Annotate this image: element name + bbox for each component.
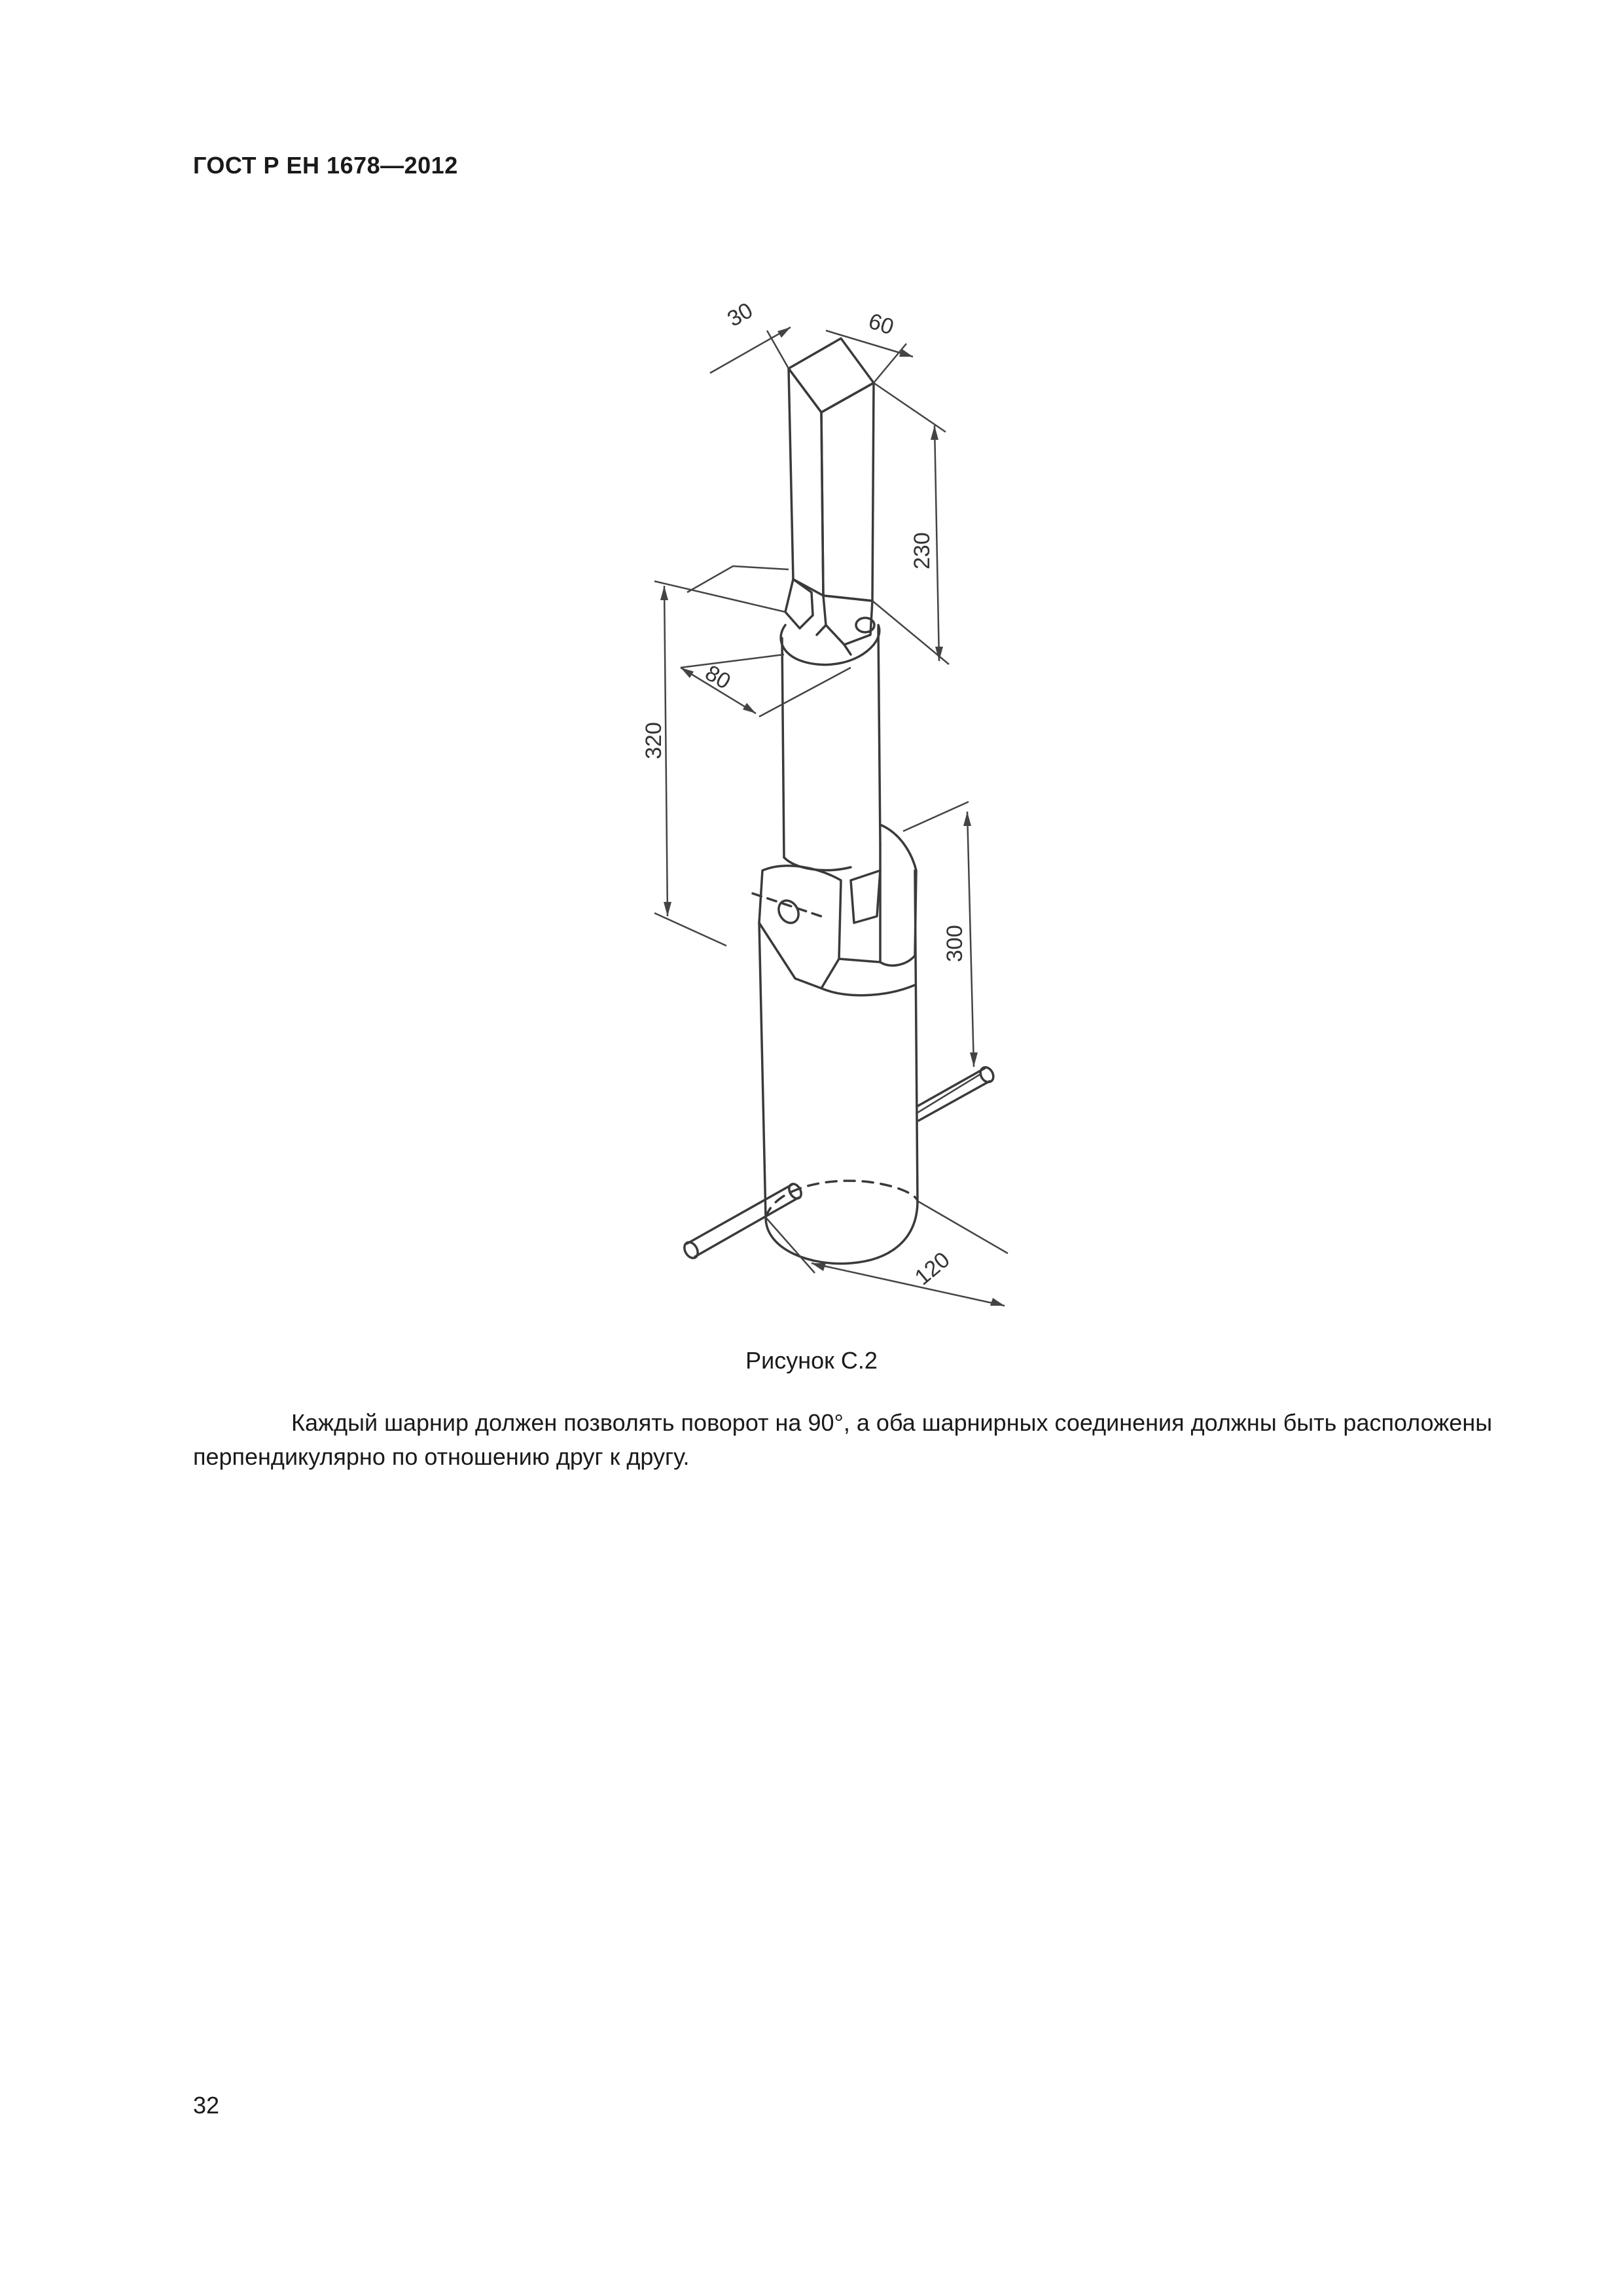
top-bar-front-face	[821, 383, 874, 601]
dim-label-320: 320	[641, 722, 666, 759]
middle-cylinder	[781, 625, 880, 870]
page-number: 32	[193, 2092, 220, 2119]
lower-cylinder-left-edge	[759, 923, 766, 1217]
dim-label-120: 120	[910, 1247, 955, 1291]
dim-80-ext-2	[759, 668, 851, 717]
dim-300-line	[967, 812, 974, 1067]
dim-320-ext-bottom	[654, 913, 726, 946]
dim-300-ext-bottom	[918, 1073, 982, 1113]
body-paragraph-container	[193, 1406, 1522, 1474]
dim-80-arrow-top	[681, 668, 694, 678]
lower-fork-base-curve	[821, 985, 915, 996]
dim-80-ext	[681, 655, 784, 668]
dim-320-arrow-bottom	[664, 902, 671, 916]
top-bar-top-face	[789, 338, 874, 412]
lower-fork-right-lug	[880, 825, 916, 965]
dim-230-line	[935, 425, 939, 661]
dim-320-arrow-top	[660, 586, 668, 600]
dim-80-arrow-bottom	[743, 703, 756, 713]
right-handle-bottom	[919, 1081, 990, 1121]
dim-320-ext-top	[654, 581, 785, 612]
lower-cylinder-right-edge	[915, 870, 918, 1201]
page-header-standard-id: ГОСТ Р ЕН 1678—2012	[193, 152, 458, 179]
lower-fork-pin-axis	[753, 893, 821, 916]
dim-230-ext-top	[874, 383, 946, 432]
dim-label-30: 30	[723, 298, 757, 332]
dim-30-arrow	[777, 327, 791, 338]
dim-120-arrow-left	[812, 1263, 826, 1271]
left-handle-top	[687, 1185, 792, 1244]
right-handle-top	[918, 1068, 985, 1106]
dim-60-line	[826, 331, 913, 357]
dimension-lines	[654, 327, 1008, 1306]
dim-300-arrow-top	[963, 812, 971, 826]
dim-120-ext-left	[766, 1217, 815, 1273]
top-bar-left-face	[789, 368, 823, 596]
left-handle-end	[682, 1240, 701, 1261]
upper-joint-right-lug	[823, 596, 872, 645]
dim-label-300: 300	[942, 925, 967, 962]
figure-caption: Рисунок С.2	[745, 1347, 878, 1374]
dim-120-line	[812, 1263, 1005, 1306]
top-bar	[789, 338, 874, 601]
dim-300-ext-top	[903, 802, 969, 831]
middle-cylinder-left-edge	[782, 638, 784, 857]
dim-320-leader	[687, 566, 789, 592]
lower-cylinder-bottom-front	[766, 1201, 918, 1264]
lower-fork-bridge	[839, 959, 880, 962]
upper-joint-detail-2	[844, 645, 851, 655]
lower-fork-inner-block	[851, 870, 880, 923]
dim-label-60: 60	[865, 308, 897, 340]
dim-230-arrow-top	[931, 425, 938, 440]
dimension-arrows	[660, 327, 1005, 1306]
dim-label-230: 230	[910, 532, 935, 569]
lower-fork-left-lug	[759, 866, 841, 988]
lower-cylinder	[759, 870, 918, 1264]
lower-fork	[753, 825, 916, 996]
body-paragraph: Каждый шарнир должен позволять поворот на 90°, а оба шарнирных соединения должны быть расположены перпендикулярно по отношению друг к другу.	[193, 1409, 1493, 1470]
upper-joint	[785, 579, 874, 655]
dim-label-80: 80	[701, 660, 735, 694]
lower-fork-pin-hole	[775, 897, 802, 926]
middle-cylinder-right-edge	[878, 627, 880, 844]
dim-120-arrow-right	[990, 1298, 1005, 1306]
upper-joint-detail	[817, 625, 826, 635]
middle-cylinder-bottom-curve	[784, 857, 851, 870]
dim-300-arrow-bottom	[970, 1052, 978, 1067]
dim-30-ext	[767, 331, 789, 368]
dim-120-ext-right	[918, 1201, 1008, 1253]
